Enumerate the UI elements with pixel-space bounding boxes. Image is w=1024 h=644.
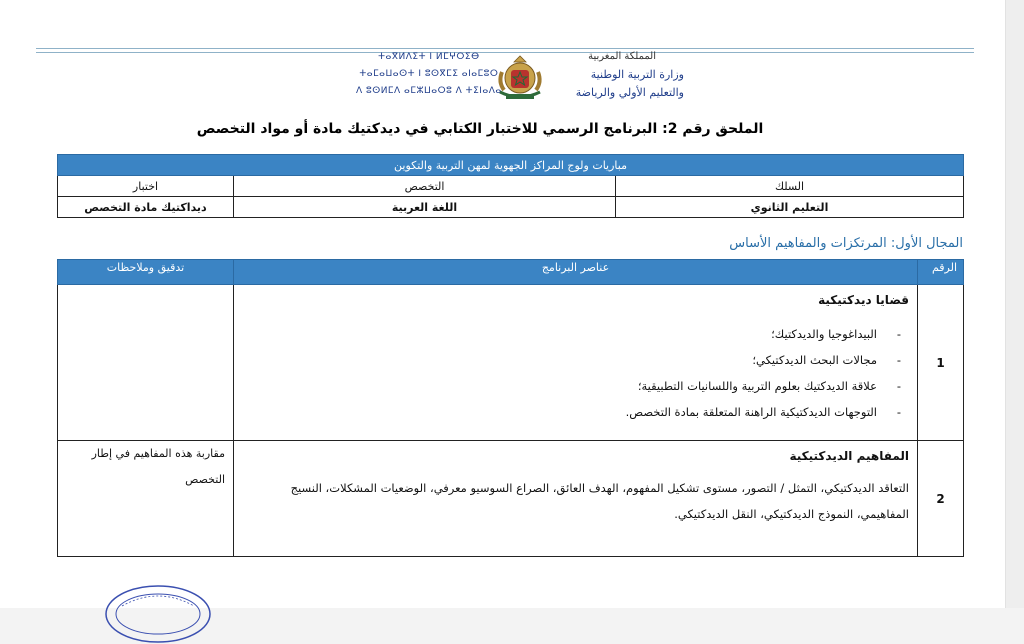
document-title: الملحق رقم 2: البرنامج الرسمي للاختبار الكتابي في ديدكتيك مادة أو مواد التخصص: [196, 121, 764, 137]
exam-header: اختبار: [58, 176, 234, 197]
number-header: الرقم: [918, 260, 964, 285]
list-item: -مجالات البحث الديدكتيكي؛: [752, 353, 901, 367]
row-title: المفاهيم الديدكتيكية: [789, 449, 909, 463]
specialty-header: التخصص: [234, 176, 616, 197]
exam-value: ديداكتيك مادة التخصص: [58, 197, 234, 218]
program-table-header: [58, 260, 964, 285]
official-stamp-icon: [102, 584, 214, 644]
row-notes: مقاربة هذه المفاهيم في إطار التخصص: [58, 441, 234, 557]
row-title: قضايا ديدكتيكية: [818, 293, 909, 307]
specialty-value: اللغة العربية: [234, 197, 616, 218]
table-row: [58, 441, 964, 557]
list-item: -البيداغوجيا والديدكتيك؛: [771, 327, 901, 341]
row-content: [234, 441, 918, 557]
tifinagh-line-1: ⵜⴰⴳⵍⴷⵉⵜ ⵏ ⵍⵎⵖⵔⵉⴱ: [378, 52, 480, 62]
ministry-name-arabic: [576, 48, 684, 102]
tifinagh-line-3: ⴷ ⵓⵙⵍⵎⴷ ⴰⵎⵣⵡⴰⵔⵓ ⴷ ⵜⵉⵏⴰⴷⴰ: [356, 86, 502, 96]
program-table: [57, 259, 964, 557]
header-rule-top: [36, 48, 974, 49]
row-number: 2: [918, 441, 964, 557]
tifinagh-line-2: ⵜⴰⵎⴰⵡⴰⵙⵜ ⵏ ⵓⵙⴳⵎⵉ ⴰⵏⴰⵎⵓⵔ: [359, 69, 499, 79]
cycle-header: السلك: [616, 176, 964, 197]
notes-header: تدقيق وملاحظات: [58, 260, 234, 285]
coat-of-arms-icon: [494, 52, 546, 104]
ministry-line-1: وزارة التربية الوطنية: [590, 68, 684, 81]
exam-info-table: [57, 154, 964, 218]
ministry-name-tifinagh: [356, 49, 502, 100]
kingdom-line: المملكة المغربية: [588, 51, 656, 62]
row-notes: [58, 285, 234, 441]
row-content: [234, 285, 918, 441]
list-item: -علاقة الديدكتيك بعلوم التربية واللسانيات التطبيقية؛: [637, 379, 901, 393]
row-paragraph: التعاقد الديدكتيكي، التمثل / التصور، مستوى تشكيل المفهوم، الهدف العائق، الصراع السوسيو معرفي، الوضعيات المشكلات، النسيج المفاهيمي، النموذج الديدكتيكي، النقل الديدكتيكي.: [290, 481, 909, 521]
item-list: [242, 321, 909, 425]
ministry-line-2: والتعليم الأولي والرياضة: [575, 86, 684, 99]
cycle-value: التعليم الثانوي: [616, 197, 964, 218]
section-title: المجال الأول: المرتكزات والمفاهيم الأساس: [729, 236, 963, 251]
elements-header: عناصر البرنامج: [234, 260, 918, 285]
row-number: 1: [918, 285, 964, 441]
list-item: -التوجهات الديدكتيكية الراهنة المتعلقة بمادة التخصص.: [625, 405, 901, 419]
table-row: [58, 285, 964, 441]
exam-banner: مباريات ولوج المراكز الجهوية لمهن التربية والتكوين: [58, 155, 964, 176]
